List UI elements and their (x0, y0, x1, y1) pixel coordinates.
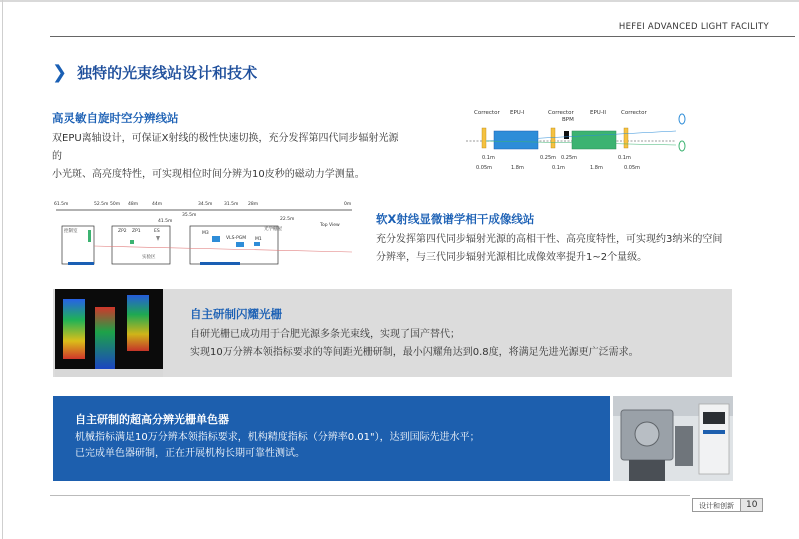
component-label: Top View (320, 223, 340, 228)
epu-ii-block (572, 131, 616, 149)
m3-mirror (212, 236, 220, 242)
component-label: ES (154, 229, 160, 234)
section-blazed-grating (190, 306, 730, 362)
component-marker (130, 240, 134, 244)
component-label: ZP2 (118, 229, 127, 234)
diagram-label: BPM (562, 117, 574, 123)
scale-label: 34.5m (198, 202, 213, 207)
diagram-dimension-labels (476, 155, 640, 171)
dimension-label: 0.25m (540, 155, 557, 161)
section-line: 双EPU离轴设计，可保证X射线的极性快速切换，充分发挥第四代同步辐射光源的 (52, 133, 399, 162)
diagram-label: Corrector (621, 110, 647, 116)
footer-label: 设计和创新 (692, 498, 741, 512)
component-label: M1 (255, 237, 262, 242)
scale-label: 48m (128, 202, 139, 207)
component-label: M3 (202, 231, 209, 236)
scale-label: 52.5m (94, 202, 109, 207)
corrector-block (482, 128, 486, 148)
grating-sample (95, 307, 115, 369)
corrector-block (624, 128, 628, 148)
component-label: ZP1 (132, 229, 141, 234)
scale-label: 0m (344, 202, 352, 207)
scale-label: 28m (248, 202, 259, 207)
dimension-label: 0.25m (561, 155, 578, 161)
floor-bar (68, 262, 94, 265)
section-heading: 高灵敏自旋时空分辨线站 (52, 111, 179, 125)
section-heading: 自主研制的超高分辨光栅单色器 (75, 413, 229, 426)
component-label: 光学棚屋 (264, 227, 282, 232)
section-line: 实现10万分辨本领指标要求的等间距光栅研制，最小闪耀角达到0.8度，将满足先进光源更广泛需求。 (190, 347, 639, 358)
soft-xray-beamline-diagram (52, 196, 362, 268)
scale-label: 35.5m (182, 213, 197, 218)
footer-divider (50, 495, 690, 496)
facility-name: HEFEI ADVANCED LIGHT FACILITY (618, 22, 769, 32)
page-title: 独特的光束线站设计和技术 (77, 64, 258, 82)
section-line: 机械指标满足10万分辨本领指标要求，机构精度指标（分辨率0.01"），达到国际先进水平； (75, 432, 480, 443)
page-footer (692, 498, 763, 512)
bpm-block (564, 131, 569, 139)
scale-labels (54, 201, 351, 224)
dimension-label: 1.8m (590, 165, 603, 171)
scale-label: 44m (152, 202, 163, 207)
diagram-label: Corrector (474, 110, 500, 116)
section-monochromator (75, 411, 595, 462)
scale-label: 22.5m (280, 217, 295, 222)
scale-label: 50m (110, 202, 121, 207)
dimension-label: 0.1m (552, 165, 565, 171)
beam-path (94, 246, 352, 252)
section-line: 已完成单色器研制，正在开展机构长期可靠性测试。 (75, 448, 305, 459)
dimension-label: 0.1m (618, 155, 631, 161)
monochromator-photo (613, 396, 733, 481)
top-border (0, 0, 799, 2)
section-line: 充分发挥第四代同步辐射光源的高相干性、高亮度特性，可实现约3纳米的空间 (376, 234, 723, 245)
scale-label: 41.5m (158, 219, 173, 224)
grating-sample (127, 295, 149, 351)
section-heading: 自主研制闪耀光栅 (190, 307, 282, 321)
section-line: 分辨率，与三代同步辐射光源相比成像效率提升1~2个量级。 (376, 252, 648, 263)
section-line: 小光斑、高亮度特性，可实现相位时间分辨为10皮秒的磁动力学测量。 (52, 169, 365, 180)
dimension-label: 0.05m (476, 165, 493, 171)
diagram-top-labels (474, 110, 647, 123)
left-border (2, 0, 3, 539)
polarization-marker-blue (679, 114, 685, 124)
double-epu-diagram (466, 103, 706, 175)
scale-label: 61.5m (54, 202, 69, 207)
component-label: 实验区 (142, 255, 156, 260)
page-number: 10 (741, 498, 763, 512)
grating-photo-art (55, 289, 163, 377)
polarization-marker-green (679, 141, 685, 151)
section-line: 自研光栅已成功用于合肥光源多条光束线，实现了国产替代； (190, 329, 460, 340)
section-heading: 软X射线显微谱学相干成像线站 (376, 212, 535, 226)
chevron-right-icon: ❯ (52, 61, 68, 83)
scale-label: 31.5m (224, 202, 239, 207)
page-title-row (52, 62, 257, 83)
grating-sample (63, 299, 85, 359)
component-label: VLS-PGM (226, 236, 247, 241)
component-marker (88, 230, 91, 242)
floor-bar (200, 262, 240, 265)
section-spin-beamline (52, 110, 402, 184)
diagram-label: EPU-I (510, 110, 525, 116)
component-labels (64, 222, 340, 260)
diagram-label: Corrector (548, 110, 574, 116)
dimension-label: 0.05m (624, 165, 641, 171)
grating-photo (55, 289, 163, 377)
m1-mirror (254, 242, 260, 246)
dimension-label: 0.1m (482, 155, 495, 161)
section-soft-xray-beamline (376, 211, 746, 267)
dimension-label: 1.8m (511, 165, 524, 171)
es-marker (156, 236, 160, 241)
corrector-block (551, 128, 555, 148)
header-divider (50, 36, 795, 37)
component-label: 控制室 (64, 229, 78, 234)
grating-block (236, 242, 244, 247)
diagram-label: EPU-II (590, 110, 607, 116)
monochromator-photo-art (613, 396, 733, 481)
